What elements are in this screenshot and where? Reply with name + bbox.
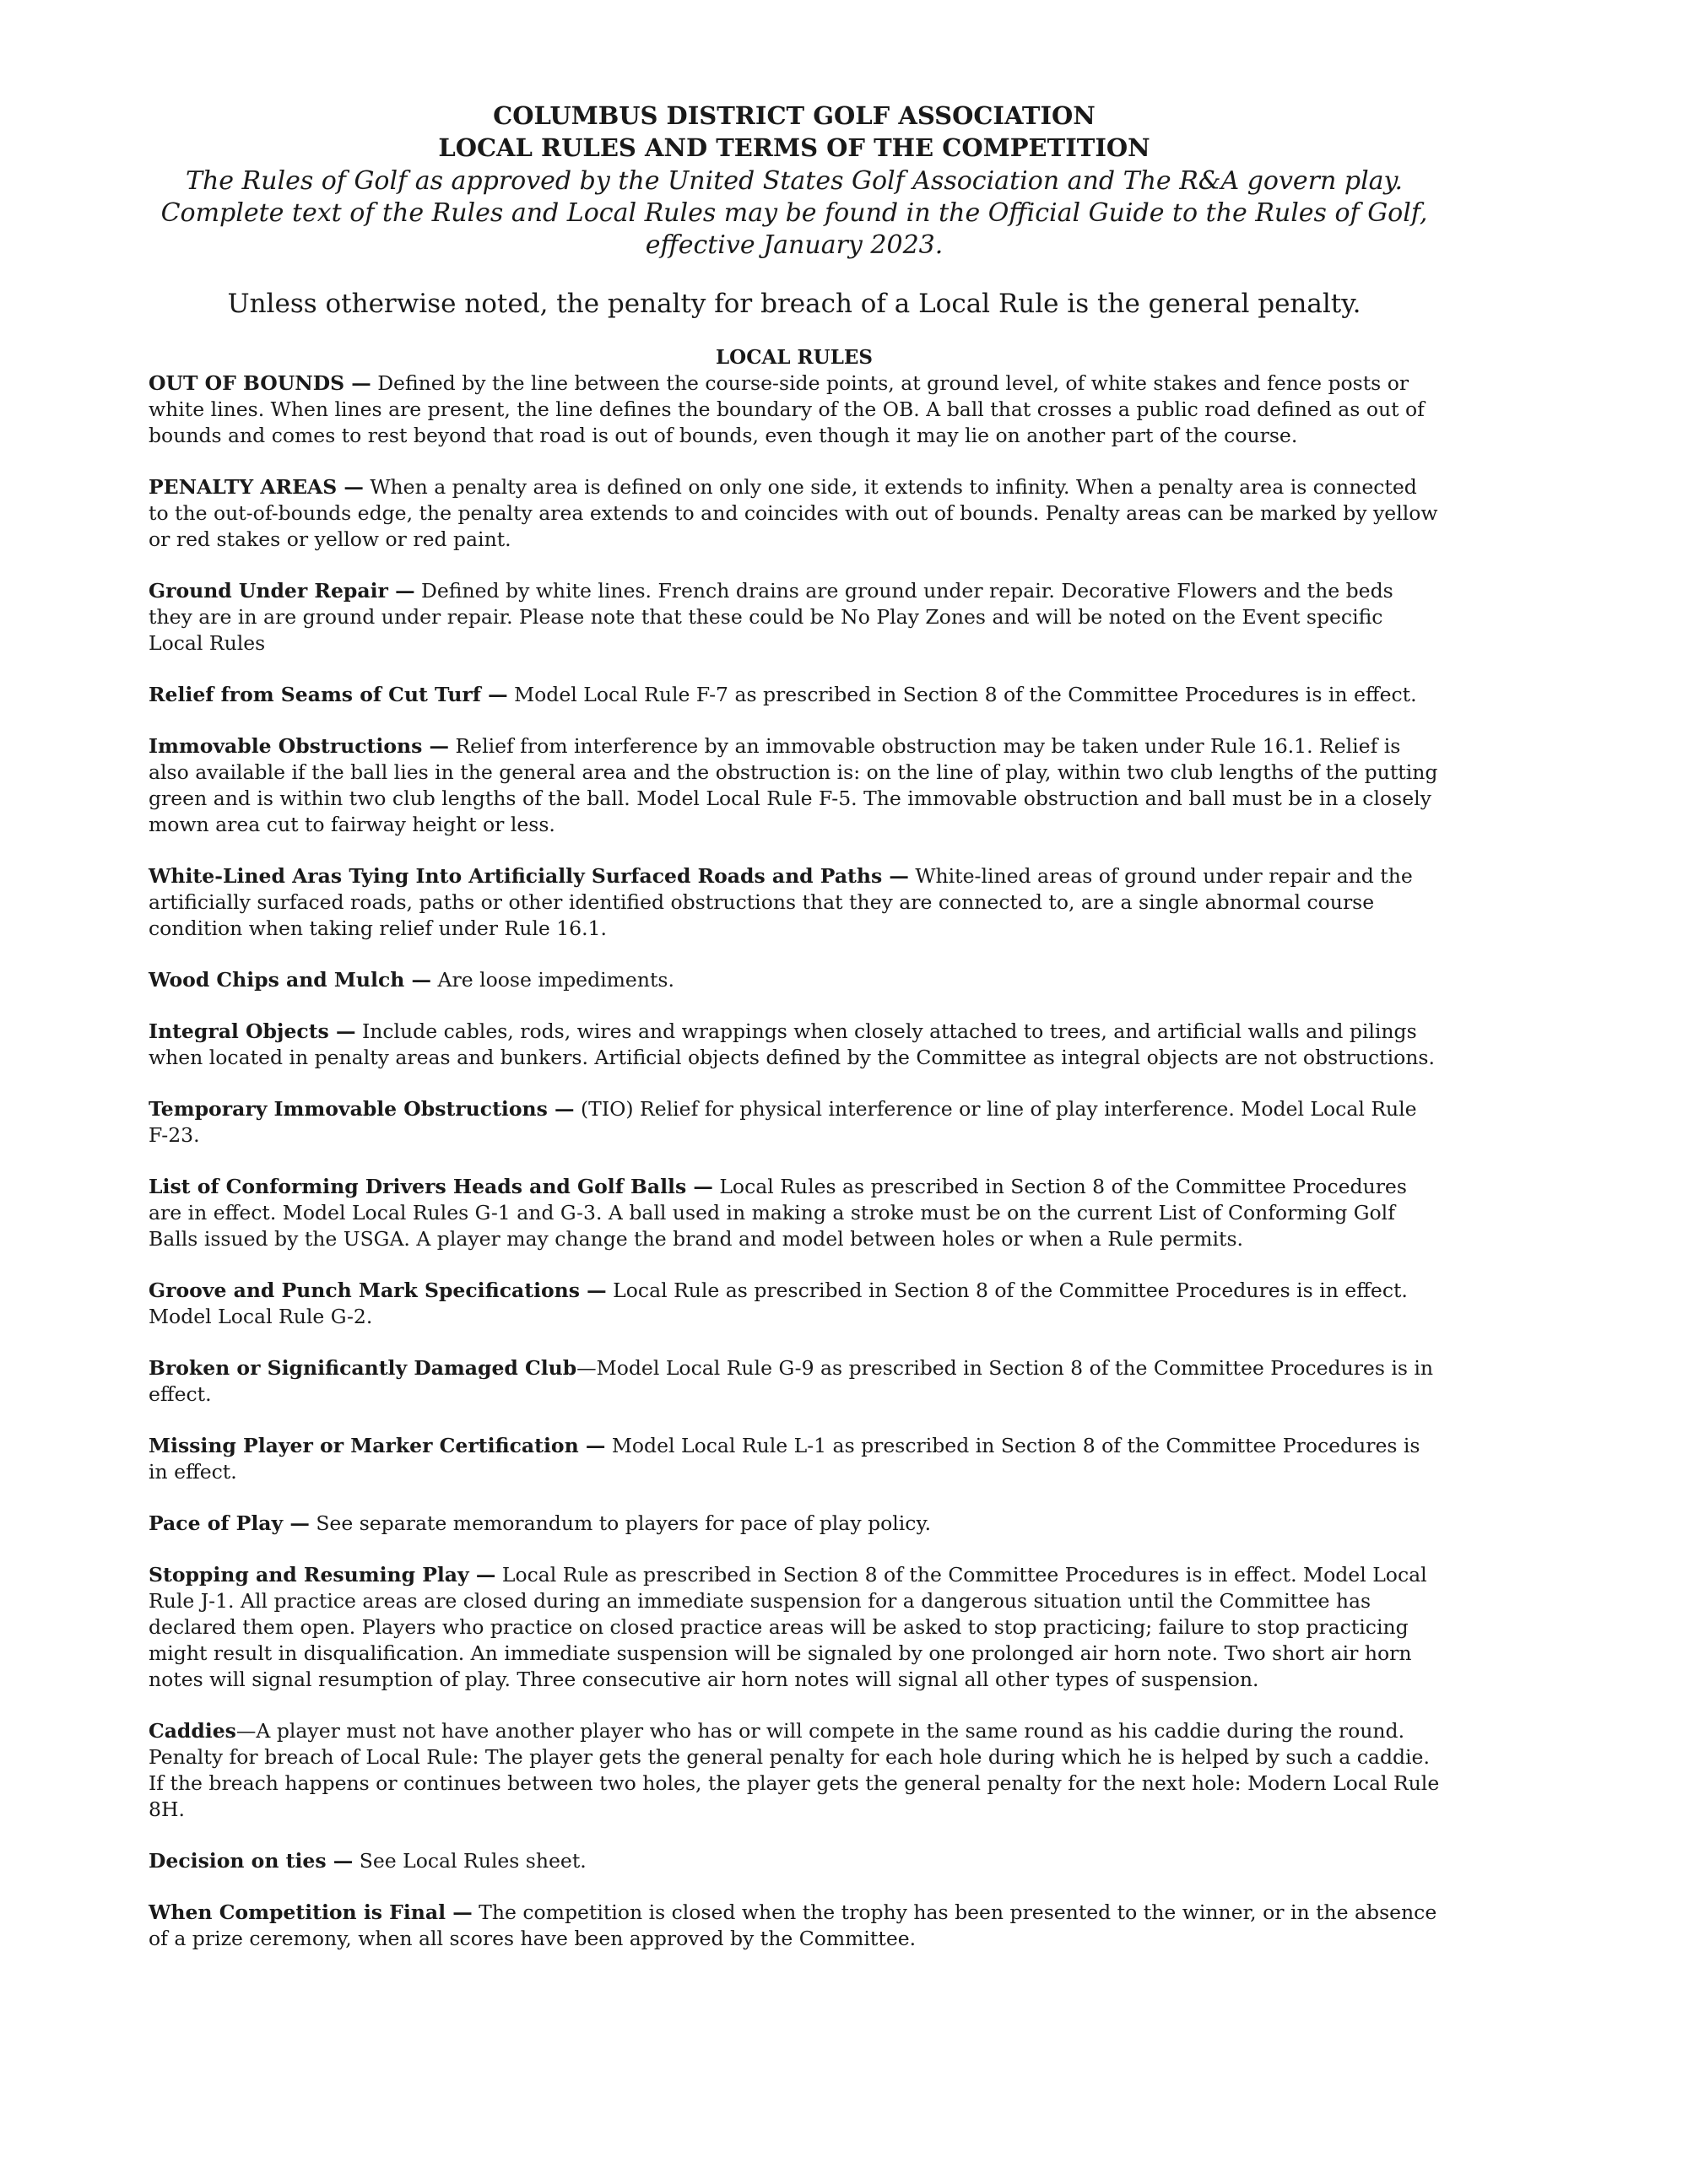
rule-title: PENALTY AREAS — (149, 475, 364, 499)
rule-body: See separate memorandum to players for pace of play policy. (309, 1511, 932, 1535)
rule-title: Wood Chips and Mulch — (149, 968, 432, 992)
rule-body: Relief from interference by an immovable obstruction may be taken under Rule 16.1. Relief is also available if the ball lies in the general area and the obstruction is: on the line of play, within two club lengths of the putting green and is within two club lengths of the ball. Model Local Rule F-5. The immovable obstruction and ball must be in a closely mown area cut to fairway height or less. (149, 734, 1438, 836)
rule-body: Local Rule as prescribed in Section 8 of the Committee Procedures is in effect. Model Local Rule J-1. All practice areas are closed during an immediate suspension for a dangerous situation until the Committee has declared them open. Players who practice on closed practice areas will be asked to stop practicing; failure to stop practicing might result in disqualification. An immediate suspension will be signaled by one prolonged air horn note. Two short air horn notes will signal resumption of play. Three consecutive air horn notes will signal all other types of suspension. (149, 1563, 1427, 1691)
rule-penalty-areas (149, 474, 1440, 553)
rule-title: Pace of Play — (149, 1511, 310, 1535)
rule-body: —A player must not have another player who has or will compete in the same round as his caddie during the round. Penalty for breach of Local Rule: The player gets the general penalty for each hole during which he is helped by such a caddie. If the breach happens or continues between two holes, the player gets the general penalty for the next hole: Modern Local Rule 8H. (149, 1719, 1440, 1821)
rule-white-lined-areas (149, 863, 1440, 942)
rule-decision-on-ties (149, 1848, 1440, 1874)
rules-list (149, 370, 1440, 1952)
rule-title: Broken or Significantly Damaged Club (149, 1356, 577, 1380)
rule-temporary-obstructions (149, 1096, 1440, 1149)
rule-integral-objects (149, 1019, 1440, 1071)
rule-conforming-drivers-balls (149, 1174, 1440, 1252)
rule-out-of-bounds (149, 370, 1440, 449)
rule-body: —Model Local Rule G-9 as prescribed in Section 8 of the Committee Procedures is in effect. (149, 1356, 1434, 1406)
rule-title: Caddies (149, 1719, 236, 1743)
rule-title: List of Conforming Drivers Heads and Golf Balls — (149, 1175, 713, 1198)
rule-body: When a penalty area is defined on only one side, it extends to infinity. When a penalty area is connected to the out-of-bounds edge, the penalty area extends to and coincides with out of bounds. Penalty areas can be marked by yellow or red stakes or yellow or red paint. (149, 475, 1438, 551)
rule-title: OUT OF BOUNDS — (149, 371, 371, 395)
rule-title: Missing Player or Marker Certification — (149, 1434, 606, 1457)
rule-title: Integral Objects — (149, 1019, 356, 1043)
rule-title: Decision on ties — (149, 1849, 354, 1873)
rule-title: White-Lined Aras Tying Into Artificially Surfaced Roads and Paths — (149, 864, 909, 888)
rule-body: (TIO) Relief for physical interference or line of play interference. Model Local Rule F-23. (149, 1097, 1417, 1147)
rule-body: The competition is closed when the trophy has been presented to the winner, or in the absence of a prize ceremony, when all scores have been approved by the Committee. (149, 1900, 1437, 1950)
rule-title: Immovable Obstructions — (149, 734, 449, 758)
rule-body: Include cables, rods, wires and wrappings when closely attached to trees, and artificial walls and pilings when located in penalty areas and bunkers. Artificial objects defined by the Committee as integral objects are not obstructions. (149, 1019, 1435, 1069)
rule-body: Local Rule as prescribed in Section 8 of the Committee Procedures is in effect. Model Local Rule G-2. (149, 1279, 1408, 1328)
document-page (149, 100, 1440, 1977)
rule-title: Ground Under Repair — (149, 579, 415, 603)
rule-ground-under-repair (149, 578, 1440, 657)
rule-body: Model Local Rule L-1 as prescribed in Section 8 of the Committee Procedures is in effect. (149, 1434, 1420, 1484)
rule-seams-of-cut-turf (149, 682, 1440, 708)
document-title: LOCAL RULES AND TERMS OF THE COMPETITION (438, 133, 1150, 162)
rule-title: Stopping and Resuming Play — (149, 1563, 496, 1587)
section-heading: LOCAL RULES (715, 346, 874, 369)
rule-competition-final (149, 1900, 1440, 1952)
rule-stopping-resuming-play (149, 1562, 1440, 1693)
org-title: COLUMBUS DISTRICT GOLF ASSOCIATION (493, 101, 1096, 130)
penalty-notice: Unless otherwise noted, the penalty for breach of a Local Rule is the general penalty. (227, 289, 1361, 319)
rule-body: Defined by the line between the course-side points, at ground level, of white stakes and fence posts or white lines. When lines are present, the line defines the boundary of the OB. A ball that crosses a public road defined as out of bounds and comes to rest beyond that road is out of bounds, even though it may lie on another part of the course. (149, 371, 1425, 447)
rule-title: Temporary Immovable Obstructions — (149, 1097, 575, 1121)
rule-title: Groove and Punch Mark Specifications — (149, 1279, 607, 1302)
rule-body: White-lined areas of ground under repair and the artificially surfaced roads, paths or other identified obstructions that they are connected to, are a single abnormal course condition when taking relief under Rule 16.1. (149, 864, 1413, 940)
rule-broken-club (149, 1355, 1440, 1408)
rule-groove-punch-mark (149, 1278, 1440, 1330)
rule-immovable-obstructions (149, 733, 1440, 838)
rule-caddies (149, 1718, 1440, 1823)
rule-title: When Competition is Final — (149, 1900, 473, 1924)
rule-body: Local Rules as prescribed in Section 8 of the Committee Procedures are in effect. Model Local Rules G-1 and G-3. A ball used in making a stroke must be on the current List of Conforming Golf Balls issued by the USGA. A player may change the brand and model between holes or when a Rule permits. (149, 1175, 1407, 1251)
rule-missing-certification (149, 1433, 1440, 1485)
rule-pace-of-play (149, 1511, 1440, 1537)
rule-title: Relief from Seams of Cut Turf — (149, 683, 508, 706)
rule-body: Defined by white lines. French drains are ground under repair. Decorative Flowers and the beds they are in are ground under repair. Please note that these could be No Play Zones and will be noted on the Event specific Local Rules (149, 579, 1393, 655)
rule-wood-chips-mulch (149, 967, 1440, 993)
rule-body: Are loose impediments. (431, 968, 674, 992)
rule-body: Model Local Rule F-7 as prescribed in Section 8 of the Committee Procedures is in effect. (507, 683, 1417, 706)
intro-statement: The Rules of Golf as approved by the United States Golf Association and The R&A govern play. Complete text of the Rules and Local Rules may be found in the Official Guide to the Rules of Golf, effective January 2023. (160, 166, 1428, 260)
rule-body: See Local Rules sheet. (353, 1849, 587, 1873)
